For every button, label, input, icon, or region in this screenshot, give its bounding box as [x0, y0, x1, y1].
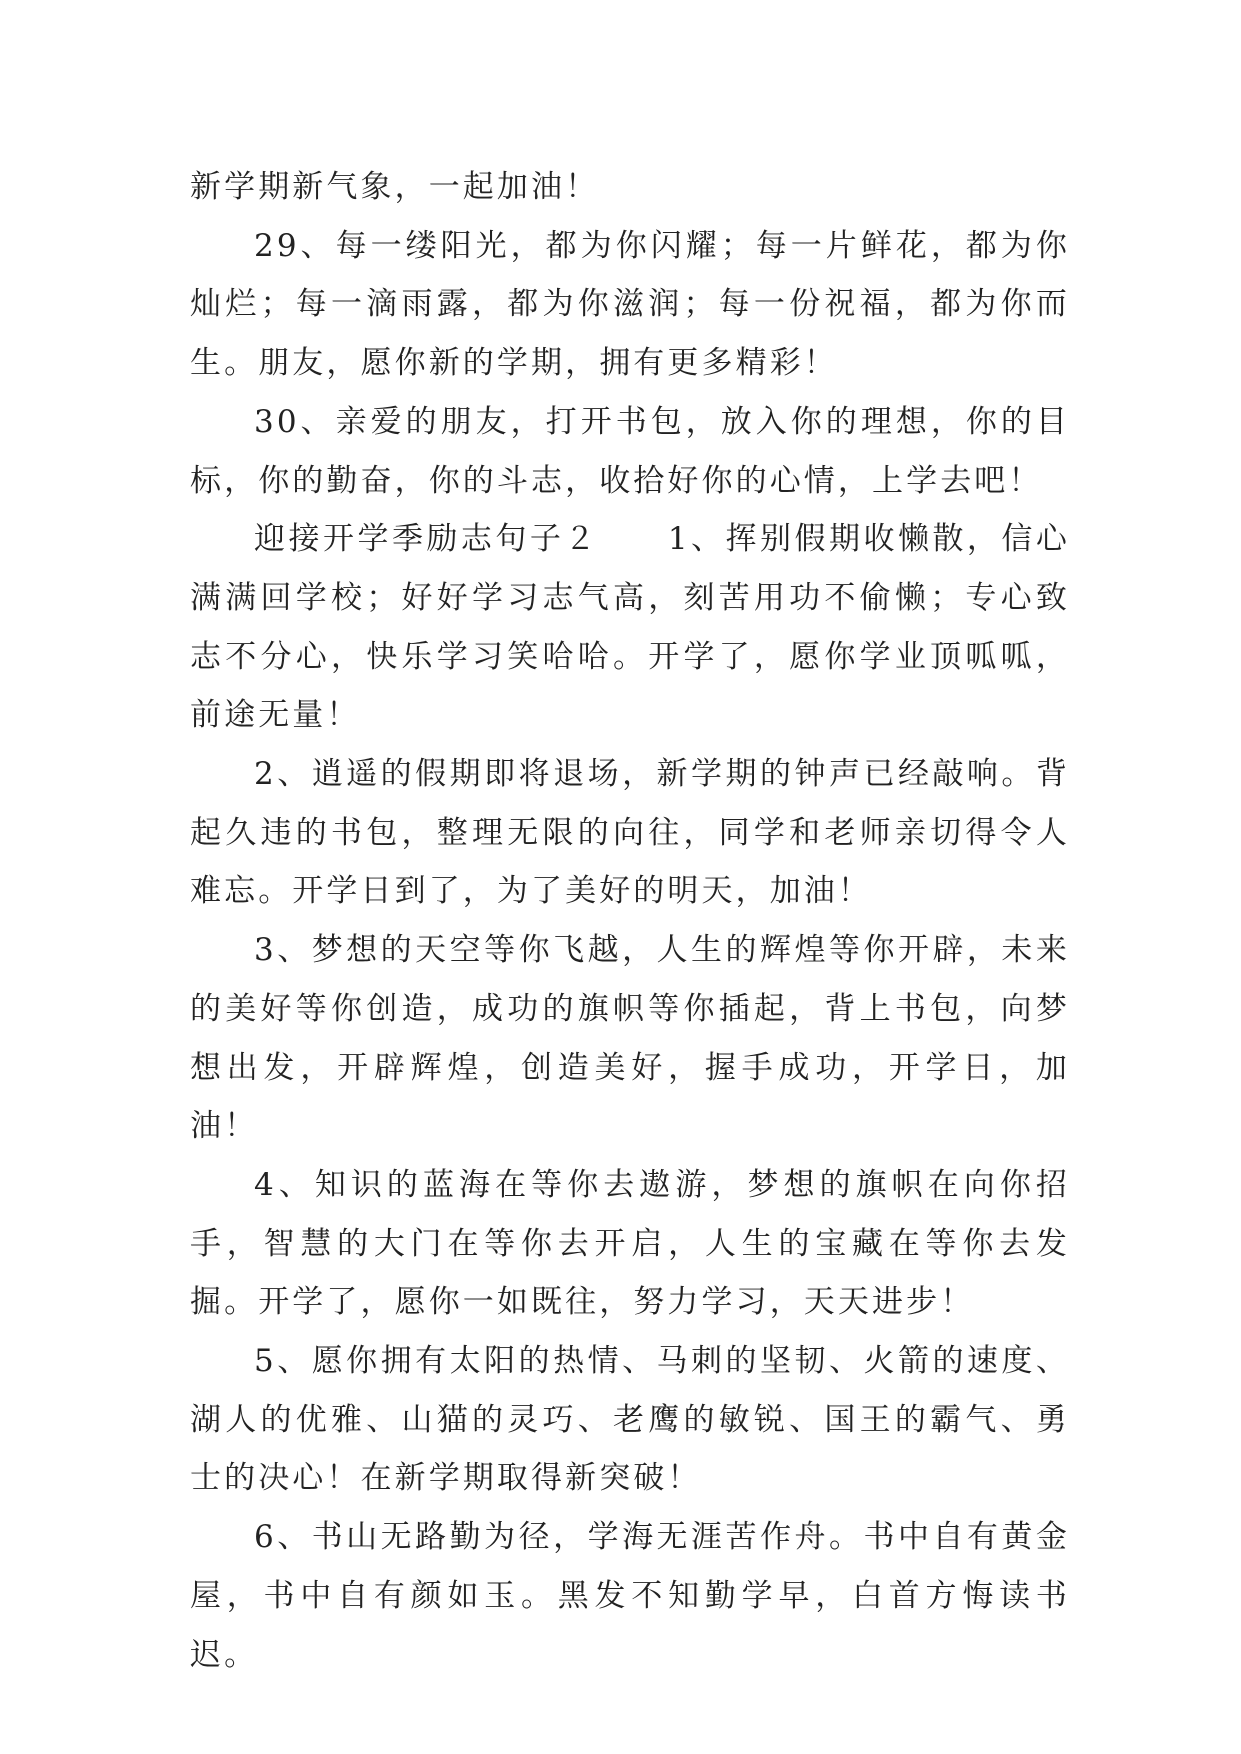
paragraph-item-6: 6、书山无路勤为径，学海无涯苦作舟。书中自有黄金屋，书中自有颜如玉。黑发不知勤学早，白首方悔读书迟。: [190, 1519, 1070, 1673]
paragraph-item-4: 4、知识的蓝海在等你去遨游，梦想的旗帜在向你招手，智慧的大门在等你去开启，人生的宝藏在等你去发掘。开学了，愿你一如既往，努力学习，天天进步！: [190, 1166, 1070, 1321]
paragraph-item-30: 30、亲爱的朋友，打开书包，放入你的理想，你的目标，你的勤奋，你的斗志，收拾好你的心情，上学去吧！: [190, 403, 1070, 499]
paragraph-item-2: 2、逍遥的假期即将退场，新学期的钟声已经敲响。背起久违的书包，整理无限的向往，同学和老师亲切得令人难忘。开学日到了，为了美好的明天，加油！: [190, 756, 1070, 910]
paragraph-item-3: 3、梦想的天空等你飞越，人生的辉煌等你开辟，未来的美好等你创造，成功的旗帜等你插起，背上书包，向梦想出发，开辟辉煌，创造美好，握手成功，开学日，加油！: [190, 932, 1070, 1145]
paragraph-section-2-item-1: 迎接开学季励志句子２ 1、挥别假期收懒散，信心满满回学校；好好学习志气高，刻苦用功不偷懒；专心致志不分心，快乐学习笑哈哈。开学了，愿你学业顶呱呱，前途无量！: [190, 521, 1070, 734]
document-body: [190, 158, 1070, 1684]
paragraph-item-29: 29、每一缕阳光，都为你闪耀；每一片鲜花，都为你灿烂；每一滴雨露，都为你滋润；每一份祝福，都为你而生。朋友，愿你新的学期，拥有更多精彩！: [190, 227, 1070, 382]
paragraph-continuation: 新学期新气象，一起加油！: [190, 169, 600, 205]
paragraph-item-5: 5、愿你拥有太阳的热情、马刺的坚韧、火箭的速度、湖人的优雅、山猫的灵巧、老鹰的敏锐、国王的霸气、勇士的决心！在新学期取得新突破！: [190, 1343, 1070, 1497]
